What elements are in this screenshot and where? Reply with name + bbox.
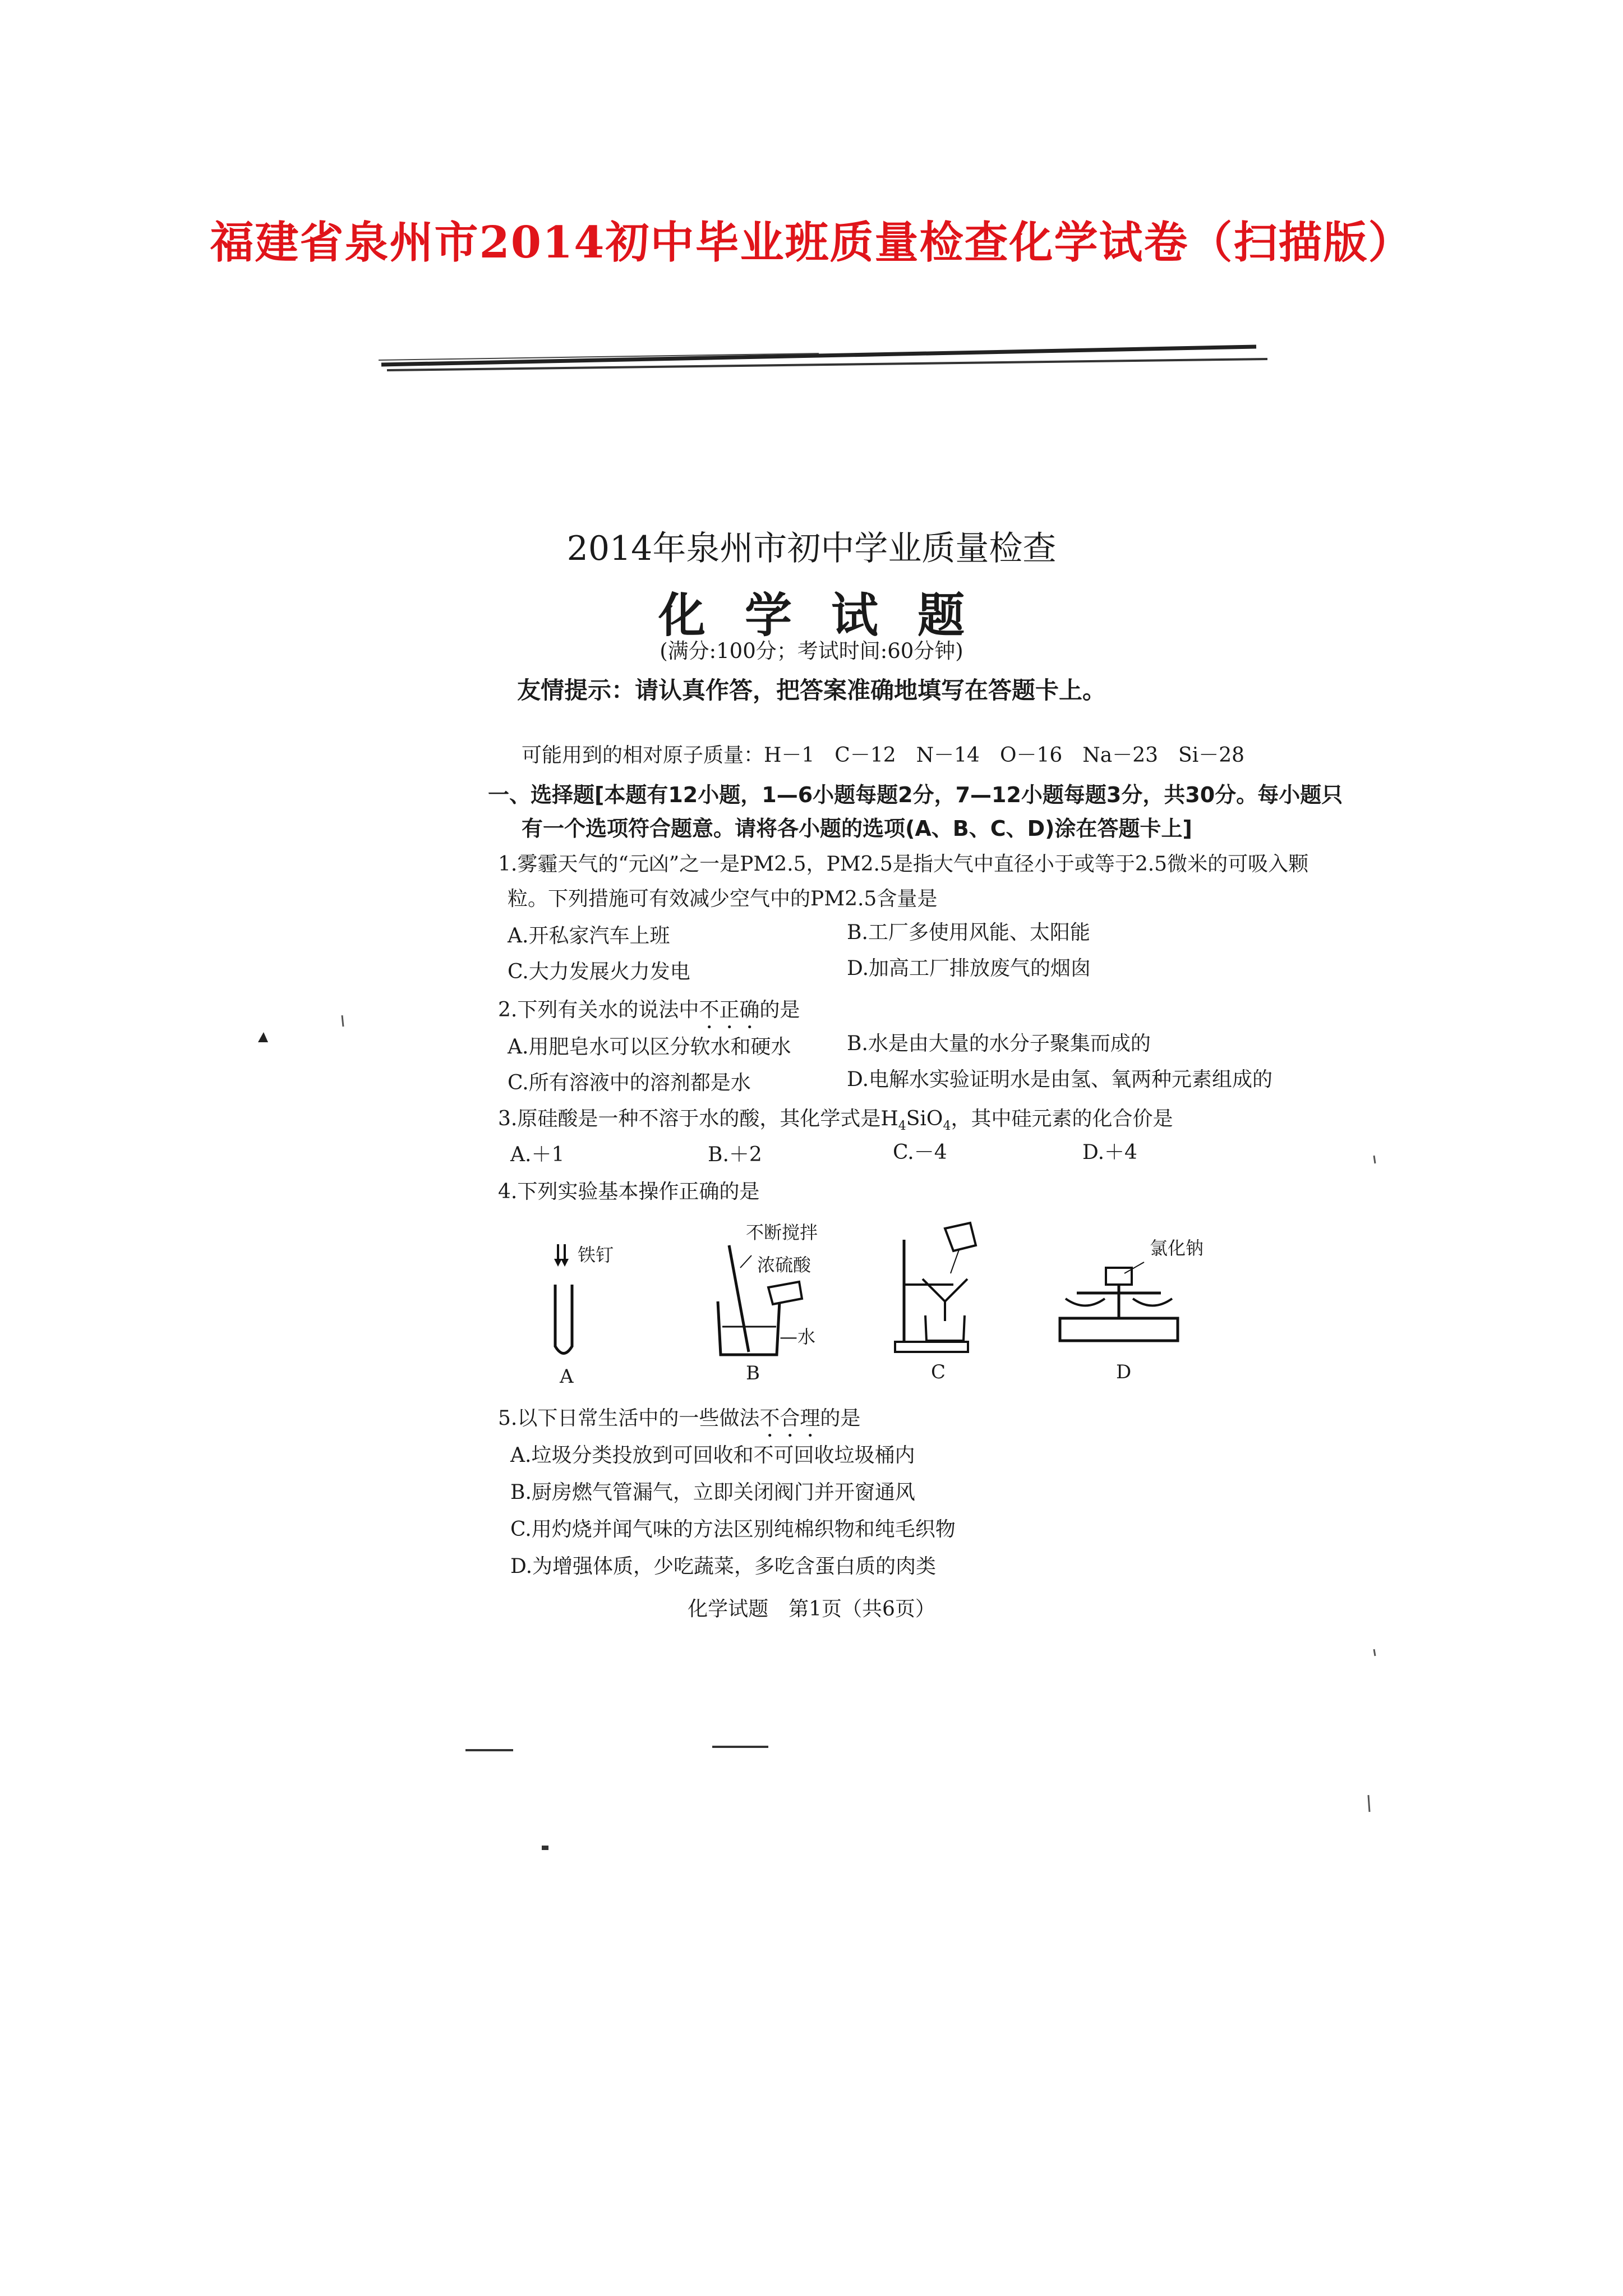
q5-option-c: C.用灼烧并闻气味的方法区别纯棉织物和纯毛织物 <box>510 1518 956 1541</box>
q5-stem-pre: 5.以下日常生活中的一些做法 <box>498 1407 760 1430</box>
q2-option-d: D.电解水实验证明水是由氢、氧两种元素组成的 <box>847 1068 1273 1091</box>
q5-stem-emphasis: 不合理 <box>759 1407 820 1430</box>
q3-option-c: C.－4 <box>893 1141 947 1164</box>
q5-option-b: B.厨房燃气管漏气，立即关闭阀门并开窗通风 <box>510 1481 915 1504</box>
q3-option-b: B.＋2 <box>708 1143 762 1166</box>
exam-subject: 化学试题 <box>658 587 1004 643</box>
q1-option-a: A.开私家汽车上班 <box>508 924 670 947</box>
header-divider <box>370 337 1279 381</box>
q2-stem-post: 的是 <box>759 999 800 1022</box>
section-heading-line1: 一、选择题[本题有12小题，1—6小题每题2分，7—12小题每题3分，共30分。每小题只 <box>488 783 1343 807</box>
q5-stem-post: 的是 <box>820 1407 861 1430</box>
fig-b-note-stir: 不断搅拌 <box>746 1222 818 1243</box>
q3-stem-pre: 3.原硅酸是一种不溶于水的酸，其化学式是H <box>498 1107 898 1130</box>
q2-stem <box>498 994 800 1033</box>
q1-option-d: D.加高工厂排放废气的烟囱 <box>847 957 1091 980</box>
q4-stem: 4.下列实验基本操作正确的是 <box>498 1180 760 1203</box>
q2-option-c: C.所有溶液中的溶剂都是水 <box>508 1071 751 1094</box>
q2-option-b: B.水是由大量的水分子聚集而成的 <box>847 1032 1151 1055</box>
q3-subscript-1: 4 <box>898 1119 906 1134</box>
q3-option-d: D.＋4 <box>1082 1141 1137 1164</box>
q1-option-b: B.工厂多使用风能、太阳能 <box>847 921 1090 944</box>
q2-option-a: A.用肥皂水可以区分软水和硬水 <box>508 1036 791 1059</box>
page-footer: 化学试题 第1页（共6页） <box>688 1598 935 1621</box>
q2-stem-emphasis: 不正确 <box>699 999 760 1022</box>
q2-stem-pre: 2.下列有关水的说法中 <box>498 999 699 1022</box>
q1-option-c: C.大力发展火力发电 <box>508 960 690 983</box>
q3-stem-post: ，其中硅元素的化合价是 <box>951 1107 1173 1130</box>
fig-b-note-water: —水 <box>780 1326 816 1347</box>
document-title: 福建省泉州市2014初中毕业班质量检查化学试卷（扫描版） <box>210 217 1413 268</box>
fig-label-b: B <box>746 1362 760 1384</box>
fig-b-note-acid: 浓硫酸 <box>757 1254 811 1276</box>
q3-stem-mid: SiO <box>906 1107 943 1130</box>
exam-year-title: 2014年泉州市初中学业质量检查 <box>566 529 1057 568</box>
q5-stem <box>498 1402 860 1442</box>
q5-option-d: D.为增强体质，少吃蔬菜，多吃含蛋白质的肉类 <box>510 1555 937 1578</box>
fig-label-c: C <box>931 1361 946 1383</box>
section-heading-line2: 有一个选项符合题意。请将各小题的选项(A、B、C、D)涂在答题卡上] <box>522 816 1192 841</box>
fig-a-note: 铁钉 <box>578 1244 614 1266</box>
q3-option-a: A.＋1 <box>510 1143 565 1166</box>
q3-stem <box>498 1103 1173 1133</box>
atomic-masses: 可能用到的相对原子质量：H－1 C－12 N－14 O－16 Na－23 Si－28 <box>522 744 1245 767</box>
fig-d-note: 氯化钠 <box>1150 1237 1204 1259</box>
exam-meta: (满分:100分；考试时间:60分钟) <box>660 639 963 663</box>
fig-label-d: D <box>1116 1361 1132 1383</box>
fig-label-a: A <box>560 1365 574 1388</box>
exam-tip: 友情提示：请认真作答，把答案准确地填写在答题卡上。 <box>517 677 1106 704</box>
q1-stem-line2: 粒。下列措施可有效减少空气中的PM2.5含量是 <box>508 887 938 910</box>
balance-figure <box>1054 1251 1183 1346</box>
q1-stem-line1: 1.雾霾天气的“元凶”之一是PM2.5，PM2.5是指大气中直径小于或等于2.5微米的可吸入颗 <box>498 853 1309 876</box>
q5-option-a: A.垃圾分类投放到可回收和不可回收垃圾桶内 <box>510 1444 915 1467</box>
filtration-figure <box>892 1217 998 1363</box>
q3-subscript-2: 4 <box>943 1119 951 1134</box>
